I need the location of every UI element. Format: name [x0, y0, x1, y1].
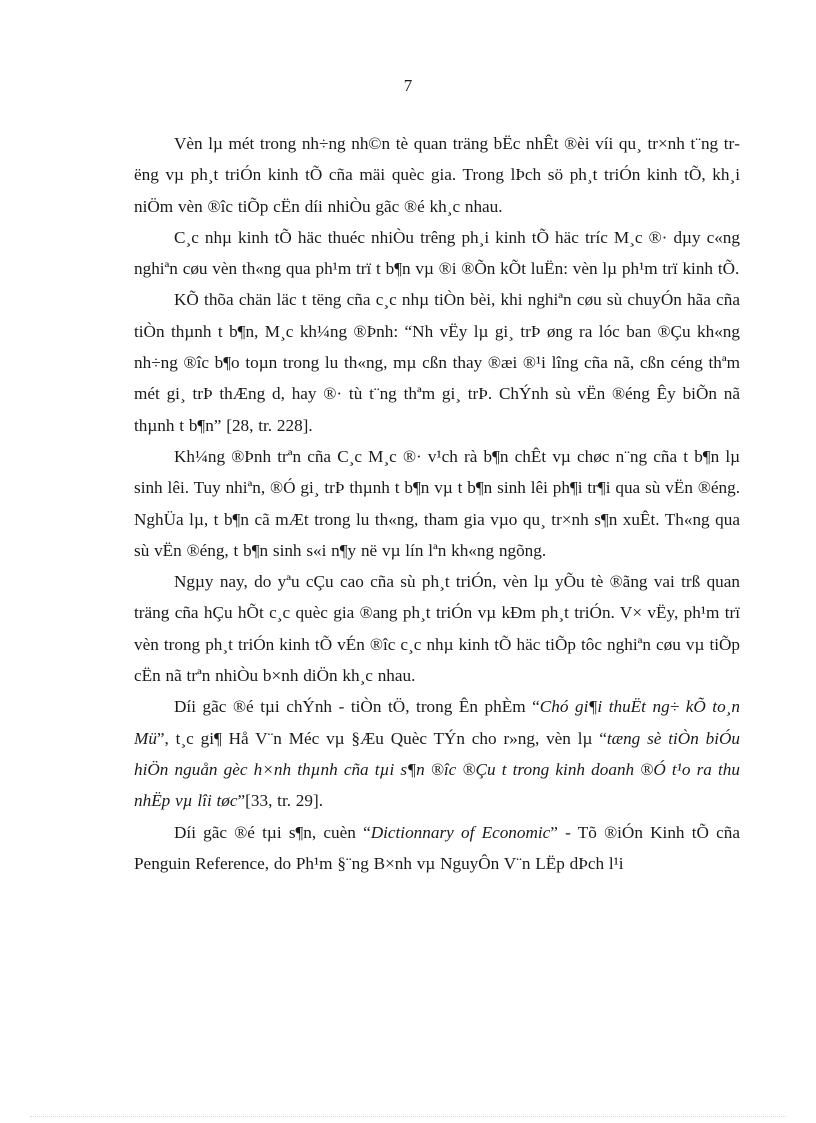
paragraph: [134, 691, 740, 816]
paragraph: [134, 441, 740, 566]
text-run: ”, t¸c gi¶ Hå V¨n Méc vµ §Æu Quèc TÝn cho r»ng, vèn lµ “: [156, 728, 607, 748]
text-run: Díi gãc ®é tµi s¶n, cuèn “: [174, 822, 371, 842]
italic-text: tæng sè tiÒn biÓu hiÖn nguån gèc h×nh thµnh cña tµi s¶n ®îc ®Çu t trong kinh doanh ®Ó t¹o ra thu nhËp vµ lîi tøc: [134, 728, 740, 811]
text-run: Kh¼ng ®Þnh trªn cña C¸c M¸c ®· v¹ch rà b¶n chÊt vµ chøc n¨ng cña t b¶n lµ sinh lêi. Tuy nhiªn, ®Ó gi¸ trÞ thµnh t b¶n vµ t b¶n sinh lêi ph¶i tr¶i qua sù vËn ®éng. NghÜa lµ, t b¶n cã mÆt trong lu th«ng, tham gia vµo qu¸ tr×nh s¶n xuÊt. Th«ng qua sù vËn ®éng, t b¶n sinh s«i n¶y në vµ lín lªn kh«ng ngõng.: [134, 446, 740, 560]
text-run: Ngµy nay, do yªu cÇu cao cña sù ph¸t triÓn, vèn lµ yÕu tè ®ãng vai trß quan träng cña hÇu hÕt c¸c quèc gia ®ang ph¸t triÓn vµ kÐm ph¸t triÓn. V× vËy, ph¹m trï vèn trong ph¸t triÓn kinh tÕ vÉn ®îc c¸c nhµ kinh tÕ häc tiÕp tôc nghiªn cøu vµ tiÕp cËn nã trªn nhiÒu b×nh diÖn kh¸c nhau.: [134, 572, 740, 686]
paragraph: [134, 222, 740, 285]
text-run: C¸c nhµ kinh tÕ häc thuéc nhiÒu trêng ph¸i kinh tÕ häc tríc M¸c ®· dµy c«ng nghiªn cøu vèn th«ng qua ph¹m trï t b¶n vµ ®i ®Õn kÕt luËn: vèn lµ ph¹m trï kinh tÕ.: [134, 227, 740, 279]
paragraph: [134, 566, 740, 691]
text-run: Vèn lµ mét trong nh÷ng nh©n tè quan träng bËc nhÊt ®èi víi qu¸ tr×nh t¨ng trëng vµ ph¸t triÓn kinh tÕ cña mäi quèc gia. Trong lÞch sö ph¸t triÓn kinh tÕ, kh¸i niÖm vèn ®îc tiÕp cËn díi nhiÒu gãc ®é kh¸c nhau.: [134, 134, 740, 216]
page-bottom-divider: [30, 1116, 786, 1117]
paragraph: [134, 817, 740, 880]
body-text: [134, 128, 740, 879]
text-run: Díi gãc ®é tµi chÝnh - tiÒn tÖ, trong Ên phÈm “: [174, 697, 540, 717]
text-run: KÕ thõa chän läc t tëng cña c¸c nhµ tiÒn bèi, khi nghiªn cøu sù chuyÓn hãa cña tiÒn thµnh t b¶n, M¸c kh¼ng ®Þnh: “Nh vËy lµ gi¸ trÞ øng ra lóc ban ®Çu kh«ng nh÷ng ®îc b¶o toµn trong lu th«ng, mµ cßn thay ®æi ®¹i lîng cña nã, cßn céng thªm mét gi¸ trÞ thÆng d, hay ®· tù t¨ng thªm gi¸ trÞ. ChÝnh sù vËn ®éng Êy biÕn nã thµnh t b¶n” [28, tr. 228].: [134, 290, 740, 435]
page-number: 7: [403, 76, 413, 95]
text-run: ” - Tõ ®iÓn Kinh tÕ cña Penguin Reference, do Ph¹m §¨ng B×nh vµ NguyÔn V¨n LËp dÞch l¹i: [134, 822, 740, 873]
paragraph: [134, 128, 740, 222]
paragraph: [134, 284, 740, 440]
text-run: ”[33, tr. 29].: [237, 791, 324, 811]
italic-text: Dictionnary of Economic: [370, 822, 551, 842]
italic-text: Chó gi¶i thuËt ng÷ kÕ to¸n Mü: [134, 697, 740, 748]
